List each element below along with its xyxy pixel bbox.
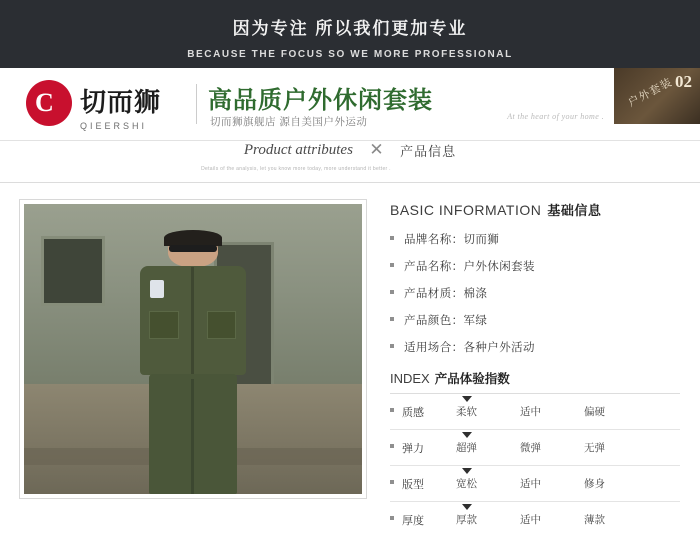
index-label: 厚度 [390, 512, 424, 528]
index-heading-en: INDEX [390, 371, 430, 386]
logo-swirl-glyph: C [35, 88, 54, 117]
selected-marker-caret-icon [462, 468, 472, 474]
brand-title: 高品质户外休闲套装 [208, 87, 433, 114]
index-option: 微弹 [520, 442, 541, 454]
photo-model [136, 233, 251, 494]
spec-list [390, 231, 680, 355]
list-item: 品牌名称：切而狮 [390, 231, 680, 247]
banner-headline: 因为专注 所以我们更加专业 [232, 19, 468, 38]
jacket-badge [150, 280, 164, 298]
brand-strip [0, 68, 700, 141]
index-option: 适中 [520, 406, 541, 418]
corner-ribbon [614, 68, 700, 124]
brand-divider [196, 84, 197, 124]
content-area [0, 190, 700, 527]
top-banner [0, 0, 700, 68]
jacket-placket [191, 267, 194, 374]
brand-logo-cn: 切而狮 [80, 88, 162, 117]
product-image [20, 200, 366, 498]
close-x-icon: ✕ [369, 140, 384, 159]
jacket-pocket-right [207, 311, 237, 339]
brand-subtitle: 切而狮旗舰店 源自美国户外运动 [210, 116, 368, 128]
index-option: 偏硬 [584, 406, 605, 418]
brand-logo-en: QIEERSHI [80, 121, 148, 131]
corner-label: 户外套装 [626, 76, 675, 110]
trouser-seam [191, 379, 194, 494]
index-label: 弹力 [390, 440, 424, 456]
list-item: 产品材质：棉涤 [390, 285, 680, 301]
section-title-en: Product attributes [243, 141, 353, 158]
index-label: 版型 [390, 476, 424, 492]
index-heading [390, 369, 680, 387]
index-option: 适中 [520, 514, 541, 526]
index-row-fit [390, 466, 680, 502]
banner-subline: BECAUSE THE FOCUS SO WE MORE PROFESSIONAL [187, 49, 513, 60]
index-row-quality [390, 394, 680, 430]
corner-number: 02 [675, 72, 692, 91]
basic-information-heading-cn: 基础信息 [547, 203, 602, 218]
list-item: 适用场合：各种户外活动 [390, 339, 680, 355]
section-tiny-note: Details of the analysis, let you know more today, more understand it better . [201, 166, 391, 172]
sunglasses-icon [169, 245, 217, 252]
index-row-elasticity [390, 430, 680, 466]
basic-information-heading [390, 200, 680, 219]
jacket-pocket-left [149, 311, 179, 339]
index-option: 宽松 [456, 478, 477, 490]
section-title [0, 140, 700, 180]
basic-information-heading-en: BASIC INFORMATION [390, 202, 542, 218]
index-option: 柔软 [456, 406, 477, 418]
index-row-thickness [390, 502, 680, 538]
index-option: 适中 [520, 478, 541, 490]
info-column [390, 200, 680, 538]
selected-marker-caret-icon [462, 504, 472, 510]
photo-window [44, 239, 101, 303]
section-rule [0, 182, 700, 183]
index-option: 薄款 [584, 514, 605, 526]
brand-logo-icon [26, 80, 72, 126]
index-option: 超弹 [456, 442, 477, 454]
list-item: 产品颜色：军绿 [390, 312, 680, 328]
index-option: 无弹 [584, 442, 605, 454]
section-title-cn: 产品信息 [400, 143, 457, 159]
brand-tagline-en: At the heart of your home . [507, 112, 604, 121]
selected-marker-caret-icon [462, 396, 472, 402]
brand-logo-text [80, 82, 161, 131]
model-hair [164, 230, 221, 246]
list-item: 产品名称：户外休闲套装 [390, 258, 680, 274]
selected-marker-caret-icon [462, 432, 472, 438]
index-heading-cn: 产品体验指数 [434, 372, 510, 386]
index-option: 厚款 [456, 514, 477, 526]
index-label: 质感 [390, 404, 424, 420]
index-option: 修身 [584, 478, 605, 490]
